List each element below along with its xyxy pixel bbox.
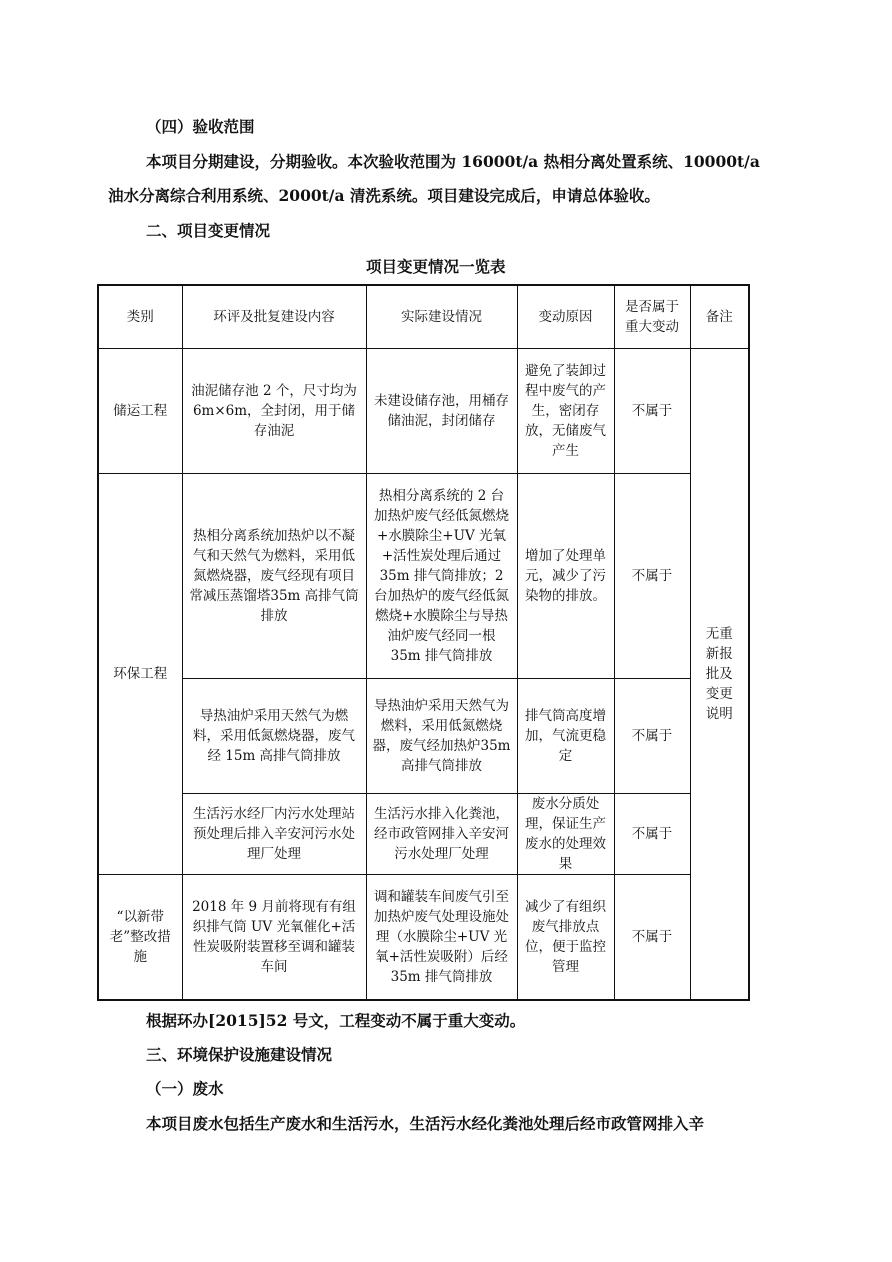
conclusion-text: 根据环办[2015]52 号文，工程变动不属于重大变动。 bbox=[146, 1011, 526, 1030]
section2-heading: 二、项目变更情况 bbox=[146, 221, 271, 240]
row-eia-content: 生活污水经厂内污水处理站预处理后排入辛安河污水处理厂处理 bbox=[182, 794, 366, 875]
row-eia-content: 2018 年 9 月前将现有有组织排气筒 UV 光氧催化+活性炭吸附装置移至调和罐装车间 bbox=[182, 875, 366, 1001]
header-change-reason: 变动原因 bbox=[517, 285, 614, 349]
table-row bbox=[98, 875, 749, 1001]
row-category: “以新带老”整改措施 bbox=[98, 875, 182, 1001]
row-actual-construction: 导热油炉采用天然气为燃料，采用低氮燃烧器，废气经加热炉35m高排气筒排放 bbox=[366, 679, 517, 794]
table-row bbox=[98, 794, 749, 875]
table-header-row bbox=[98, 285, 749, 349]
changes-table bbox=[97, 284, 750, 1001]
row-change-reason: 排气筒高度增加，气流更稳定 bbox=[517, 679, 614, 794]
row-category: 储运工程 bbox=[98, 349, 182, 474]
table-row bbox=[98, 349, 749, 474]
row-major-change: 不属于 bbox=[614, 349, 690, 474]
wastewater-heading: （一）废水 bbox=[146, 1079, 224, 1098]
row-category: 环保工程 bbox=[98, 474, 182, 875]
table-row bbox=[98, 679, 749, 794]
remark-cell: 无重新报批及变更说明 bbox=[690, 349, 749, 1001]
row-change-reason: 减少了有组织废气排放点位，便于监控管理 bbox=[517, 875, 614, 1001]
header-remark: 备注 bbox=[690, 285, 749, 349]
section4-paragraph-line2: 油水分离综合利用系统、2000t/a 清洗系统。项目建设完成后，申请总体验收。 bbox=[108, 186, 660, 205]
row-change-reason: 避免了装卸过程中废气的产生，密闭存放，无储废气产生 bbox=[517, 349, 614, 474]
section4-heading: （四）验收范围 bbox=[146, 117, 255, 136]
row-major-change: 不属于 bbox=[614, 474, 690, 679]
header-major-change: 是否属于重大变动 bbox=[614, 285, 690, 349]
header-actual-construction: 实际建设情况 bbox=[366, 285, 517, 349]
header-category: 类别 bbox=[98, 285, 182, 349]
table-title: 项目变更情况一览表 bbox=[366, 257, 506, 276]
row-change-reason: 增加了处理单元，减少了污染物的排放。 bbox=[517, 474, 614, 679]
row-actual-construction: 调和罐装车间废气引至加热炉废气处理设施处理（水膜除尘+UV 光氧+活性炭吸附）后经 35m 排气筒排放 bbox=[366, 875, 517, 1001]
row-actual-construction: 生活污水排入化粪池，经市政管网排入辛安河污水处理厂处理 bbox=[366, 794, 517, 875]
wastewater-paragraph: 本项目废水包括生产废水和生活污水，生活污水经化粪池处理后经市政管网排入辛 bbox=[146, 1114, 705, 1133]
row-actual-construction: 未建设储存池，用桶存储油泥，封闭储存 bbox=[366, 349, 517, 474]
row-actual-construction: 热相分离系统的 2 台加热炉废气经低氮燃烧+水膜除尘+UV 光氧+活性炭处理后通过 35m 排气筒排放；2 台加热炉的废气经低氮燃烧+水膜除尘与导热油炉废气经同一根 35m 排气筒排放 bbox=[366, 474, 517, 679]
table-row bbox=[98, 474, 749, 679]
row-major-change: 不属于 bbox=[614, 679, 690, 794]
row-eia-content: 导热油炉采用天然气为燃料，采用低氮燃烧器，废气经 15m 高排气筒排放 bbox=[182, 679, 366, 794]
header-eia-content: 环评及批复建设内容 bbox=[182, 285, 366, 349]
row-eia-content: 热相分离系统加热炉以不凝气和天然气为燃料，采用低氮燃烧器，废气经现有项目常减压蒸馏塔35m 高排气筒排放 bbox=[182, 474, 366, 679]
row-change-reason: 废水分质处理，保证生产废水的处理效果 bbox=[517, 794, 614, 875]
row-major-change: 不属于 bbox=[614, 794, 690, 875]
section4-paragraph-line1: 本项目分期建设，分期验收。本次验收范围为 16000t/a 热相分离处置系统、10000t/a bbox=[146, 152, 760, 171]
row-major-change: 不属于 bbox=[614, 875, 690, 1001]
row-eia-content: 油泥储存池 2 个，尺寸均为 6m×6m，全封闭，用于储存油泥 bbox=[182, 349, 366, 474]
section3-heading: 三、环境保护设施建设情况 bbox=[146, 1045, 333, 1064]
